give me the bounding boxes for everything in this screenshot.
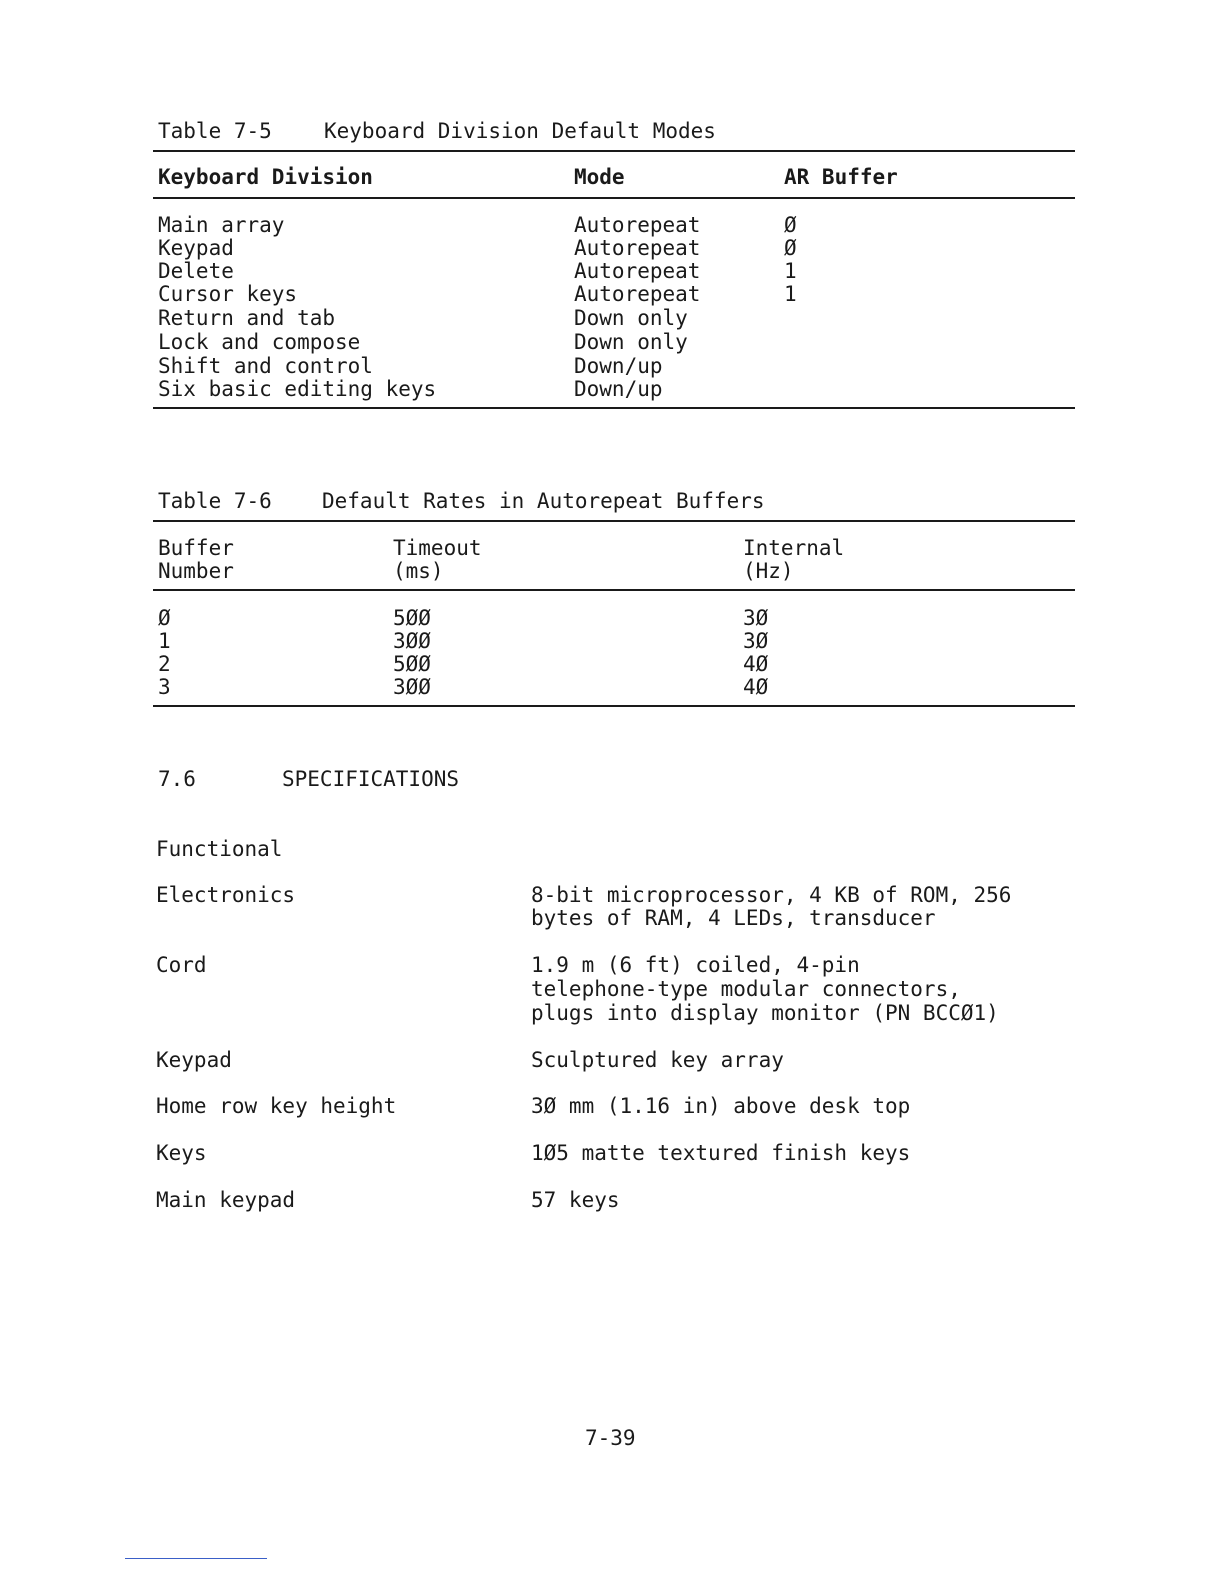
column-header-buffer: Buffer: [158, 536, 234, 560]
cell-timeout: 5ØØ: [393, 652, 431, 676]
table-row: [0, 377, 1224, 401]
table-top-rule: [153, 520, 1075, 522]
table-caption-title: Keyboard Division Default Modes: [324, 119, 716, 143]
spec-label: Home row key height: [156, 1094, 397, 1118]
cell-internal: 3Ø: [743, 629, 769, 653]
cell-internal: 3Ø: [743, 606, 769, 630]
cell-ar-buffer: 1: [784, 282, 797, 306]
spec-value-line: telephone-type modular connectors,: [531, 977, 961, 1001]
table-row: [0, 282, 1224, 306]
section-number: 7.6: [158, 767, 196, 791]
spec-value-line: plugs into display monitor (PN BCCØ1): [531, 1001, 999, 1025]
spec-label: Cord: [156, 953, 207, 977]
column-header-number: Number: [158, 559, 234, 583]
table-row: [0, 213, 1224, 237]
cell-mode: Autorepeat: [574, 282, 701, 306]
column-header-ms-unit: (ms): [393, 559, 444, 583]
cell-timeout: 5ØØ: [393, 606, 431, 630]
cell-mode: Autorepeat: [574, 213, 701, 237]
spec-value-line: 8-bit microprocessor, 4 KB of ROM, 256: [531, 883, 1012, 907]
table-caption-number: Table 7-5: [158, 119, 272, 143]
table-row: [0, 652, 1224, 676]
subheading-functional: Functional: [156, 837, 283, 861]
column-header-internal: Internal: [743, 536, 845, 560]
cell-division: Six basic editing keys: [158, 377, 437, 401]
table-bottom-rule: [153, 407, 1075, 409]
cell-timeout: 3ØØ: [393, 629, 431, 653]
spec-value-line: bytes of RAM, 4 LEDs, transducer: [531, 906, 936, 930]
table-row: [0, 606, 1224, 630]
column-header-hz-unit: (Hz): [743, 559, 794, 583]
table-header-rule: [153, 589, 1075, 591]
column-header-mode: Mode: [574, 165, 625, 189]
spec-value-line: 3Ø mm (1.16 in) above desk top: [531, 1094, 911, 1118]
cell-division: Lock and compose: [158, 330, 361, 354]
cell-division: Return and tab: [158, 306, 336, 330]
section-title: SPECIFICATIONS: [282, 767, 460, 791]
footer-rule: [125, 1558, 267, 1559]
cell-buffer-number: Ø: [158, 606, 171, 630]
cell-division: Shift and control: [158, 354, 373, 378]
spec-value-line: 57 keys: [531, 1188, 620, 1212]
table-bottom-rule: [153, 705, 1075, 707]
spec-value-line: 1Ø5 matte textured finish keys: [531, 1141, 911, 1165]
spec-label: Main keypad: [156, 1188, 296, 1212]
cell-timeout: 3ØØ: [393, 675, 431, 699]
cell-buffer-number: 3: [158, 675, 171, 699]
cell-mode: Autorepeat: [574, 259, 701, 283]
table-row: [0, 236, 1224, 260]
cell-division: Main array: [158, 213, 285, 237]
cell-division: Cursor keys: [158, 282, 298, 306]
table-row: [0, 306, 1224, 330]
cell-division: Delete: [158, 259, 234, 283]
page-number: 7-39: [585, 1426, 636, 1450]
column-header-ar-buffer: AR Buffer: [784, 165, 898, 189]
cell-buffer-number: 1: [158, 629, 171, 653]
table-row: [0, 629, 1224, 653]
table-caption-number: Table 7-6: [158, 489, 272, 513]
spec-label: Keypad: [156, 1048, 232, 1072]
cell-mode: Down only: [574, 306, 688, 330]
cell-ar-buffer: 1: [784, 259, 797, 283]
cell-ar-buffer: Ø: [784, 236, 797, 260]
spec-label: Keys: [156, 1141, 207, 1165]
cell-buffer-number: 2: [158, 652, 171, 676]
spec-label: Electronics: [156, 883, 296, 907]
column-header-timeout: Timeout: [393, 536, 482, 560]
table-top-rule: [153, 150, 1075, 152]
spec-value-line: 1.9 m (6 ft) coiled, 4-pin: [531, 953, 860, 977]
table-row: [0, 354, 1224, 378]
spec-value-line: Sculptured key array: [531, 1048, 784, 1072]
cell-mode: Down/up: [574, 354, 663, 378]
cell-mode: Down/up: [574, 377, 663, 401]
cell-division: Keypad: [158, 236, 234, 260]
table-row: [0, 675, 1224, 699]
cell-mode: Autorepeat: [574, 236, 701, 260]
table-row: [0, 259, 1224, 283]
cell-mode: Down only: [574, 330, 688, 354]
cell-internal: 4Ø: [743, 675, 769, 699]
column-header-keyboard-division: Keyboard Division: [158, 165, 373, 189]
table-caption-title: Default Rates in Autorepeat Buffers: [322, 489, 765, 513]
table-header-rule: [153, 197, 1075, 199]
table-row: [0, 330, 1224, 354]
cell-internal: 4Ø: [743, 652, 769, 676]
cell-ar-buffer: Ø: [784, 213, 797, 237]
